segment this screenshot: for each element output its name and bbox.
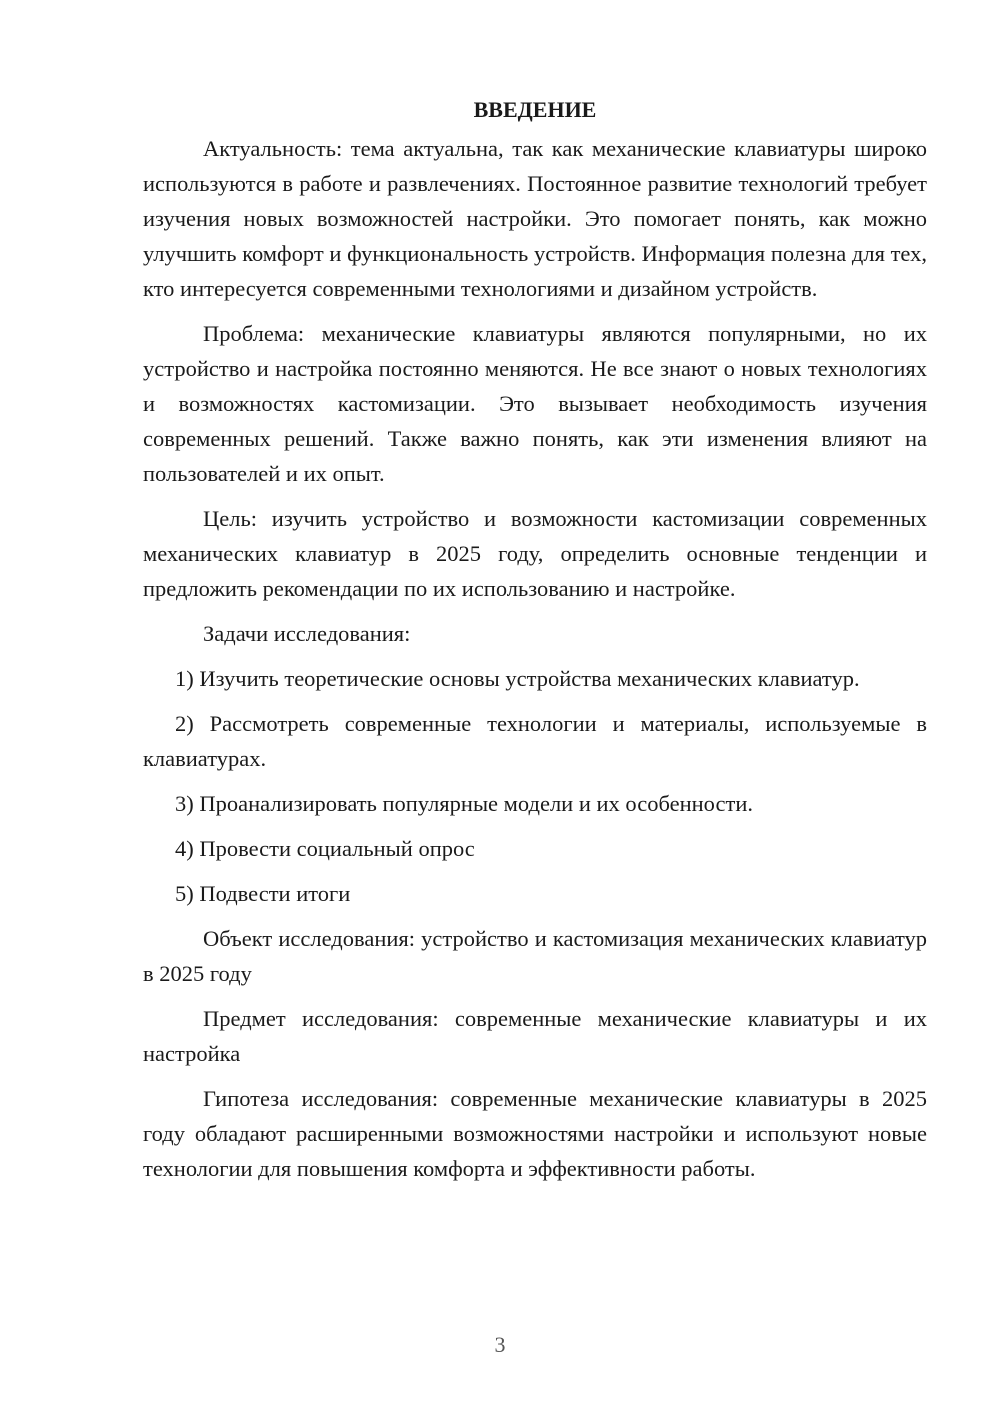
document-page [143, 92, 927, 1196]
task-item-5: 5) Подвести итоги [175, 881, 351, 906]
task-item-1: 1) Изучить теоретические основы устройства механических клавиатур. [175, 666, 860, 691]
task-item-4: 4) Провести социальный опрос [175, 836, 475, 861]
page-number: 3 [494, 1332, 506, 1357]
relevance-paragraph: Актуальность: тема актуальна, так как механические клавиатуры широко используются в работе и развлечениях. Постоянное развитие технологий требует изучения новых возможностей настройки. Это помогает понять, как можно улучшить комфорт и функциональность устройств. Информация полезна для тех, кто интересуется современными технологиями и дизайном устройств. [143, 136, 927, 301]
problem-paragraph: Проблема: механические клавиатуры являются популярными, но их устройство и настройка постоянно меняются. Не все знают о новых технологиях и возможностях кастомизации. Это вызывает необходимость изучения современных решений. Также важно понять, как эти изменения влияют на пользователей и их опыт. [143, 321, 927, 486]
task-item-2: 2) Рассмотреть современные технологии и материалы, используемые в клавиатурах. [143, 711, 927, 771]
task-item-3: 3) Проанализировать популярные модели и их особенности. [175, 791, 753, 816]
subject-paragraph: Предмет исследования: современные механические клавиатуры и их настройка [143, 1006, 927, 1066]
hypothesis-paragraph: Гипотеза исследования: современные механические клавиатуры в 2025 году обладают расширенными возможностями настройки и используют новые технологии для повышения комфорта и эффективности работы. [143, 1086, 927, 1181]
page-title: ВВЕДЕНИЕ [473, 97, 597, 122]
tasks-heading: Задачи исследования: [203, 621, 411, 646]
object-paragraph: Объект исследования: устройство и кастомизация механических клавиатур в 2025 году [143, 926, 927, 986]
goal-paragraph: Цель: изучить устройство и возможности кастомизации современных механических клавиатур в 2025 году, определить основные тенденции и предложить рекомендации по их использованию и настройке. [143, 506, 927, 601]
